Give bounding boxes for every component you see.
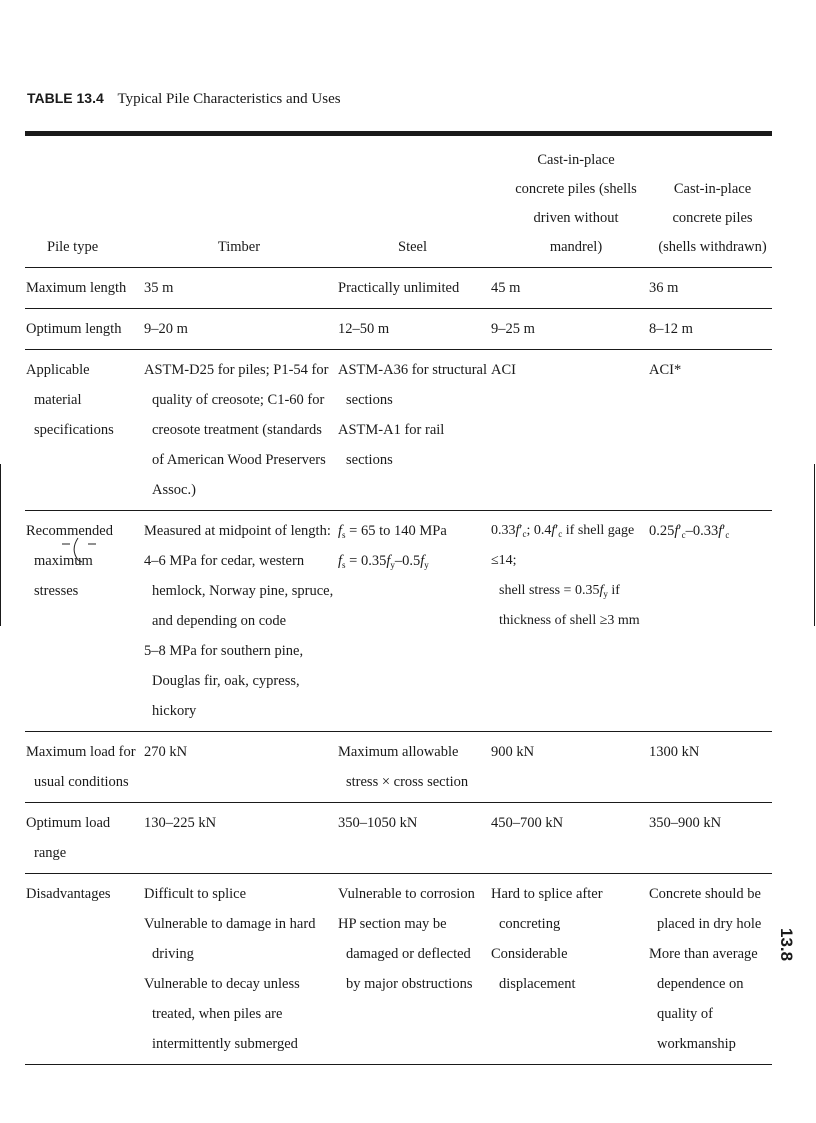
- stress-formula-1: $f_s = 65$ to 140 MPa: [338, 523, 447, 540]
- cell-text: 12–50 m: [338, 321, 390, 337]
- cell-text: Hard to splice after concreting: [491, 886, 603, 932]
- header-cip-withdrawn: Cast-in-place concrete piles (shells withdrawn): [647, 140, 772, 268]
- cell-text: Maximum allowable stress × cross section: [338, 744, 469, 790]
- table-label: TABLE 13.4: [27, 90, 104, 106]
- header-row: [25, 140, 772, 268]
- row-label-text: Optimum load range: [26, 815, 111, 861]
- cell-text: ASTM-A36 for structural sections: [338, 362, 488, 408]
- cell-cip-driven: [489, 511, 647, 732]
- cell-text: 9–20 m: [144, 321, 188, 337]
- cell-text: 5–8 MPa for southern pine, Douglas fir, oak, cypress, hickory: [144, 643, 304, 719]
- cell-text: ASTM-D25 for piles; P1-54 for quality of creosote; C1-60 for creosote treatment (standards of American Wood Preservers Assoc.): [144, 362, 329, 498]
- left-scan-line: [0, 464, 1, 626]
- row-label: Optimum length: [25, 309, 142, 350]
- cell-cip-withdrawn: [647, 309, 772, 350]
- row-label-text: Applicable material specifications: [26, 362, 114, 438]
- cell-text: 130–225 kN: [144, 815, 217, 831]
- cell-text: 9–25 m: [491, 321, 535, 337]
- cell-text: 36 m: [649, 280, 679, 296]
- cell-steel: [336, 874, 489, 1065]
- cell-text: More than average dependence on quality of workmanship: [649, 946, 758, 1052]
- stress-formula-6: $0.25f'_c-0.33f'_c$: [649, 523, 730, 540]
- cell-text: 350–1050 kN: [338, 815, 418, 831]
- pen-mark-scribble: [58, 530, 108, 570]
- table-row: [25, 803, 772, 874]
- right-scan-line: [814, 464, 815, 626]
- cell-cip-driven: [489, 309, 647, 350]
- row-label: [25, 732, 142, 803]
- cell-text: HP section may be damaged or deflected by major obstructions: [338, 916, 473, 992]
- row-label: Disadvantages: [25, 874, 142, 1065]
- table-row: [25, 874, 772, 1065]
- cell-cip-driven: [489, 350, 647, 511]
- cell-text: Vulnerable to damage in hard driving: [144, 916, 316, 962]
- cell-text: 450–700 kN: [491, 815, 564, 831]
- cell-text: Vulnerable to corrosion: [338, 886, 475, 902]
- cell-timber: [142, 803, 336, 874]
- cell-text: Concrete should be placed in dry hole: [649, 886, 762, 932]
- cell-text: 270 kN: [144, 744, 188, 760]
- cell-text: 350–900 kN: [649, 815, 722, 831]
- row-label: [25, 803, 142, 874]
- stress-formula-2: $f_s = 0.35f_y-0.5f_y$: [338, 553, 429, 570]
- cell-text: ACI: [491, 362, 516, 378]
- cell-text: Measured at midpoint of length:: [144, 523, 331, 539]
- cell-text: 900 kN: [491, 744, 535, 760]
- cell-text: 8–12 m: [649, 321, 693, 337]
- cell-timber: [142, 268, 336, 309]
- pile-characteristics-table: [25, 140, 772, 1065]
- header-cip-driven: Cast-in-place concrete piles (shells driven without mandrel): [489, 140, 647, 268]
- cell-text: 4–6 MPa for cedar, western hemlock, Norway pine, spruce, and depending on code: [144, 553, 334, 629]
- table-row: [25, 350, 772, 511]
- row-label-text: Recommended maximum stresses: [26, 523, 113, 599]
- cell-cip-driven: [489, 874, 647, 1065]
- cell-timber: [142, 350, 336, 511]
- table-title: Typical Pile Characteristics and Uses: [117, 91, 341, 107]
- header-steel: Steel: [336, 140, 489, 268]
- table-row: [25, 309, 772, 350]
- cell-steel: [336, 309, 489, 350]
- row-label-text: Maximum load for usual conditions: [26, 744, 136, 790]
- cell-timber: [142, 511, 336, 732]
- cell-text: 45 m: [491, 280, 521, 296]
- cell-text: 35 m: [144, 280, 174, 296]
- cell-timber: [142, 732, 336, 803]
- top-rule: [25, 131, 772, 136]
- cell-text: ACI*: [649, 362, 682, 378]
- row-label: [25, 350, 142, 511]
- header-pile-type: Pile type: [25, 140, 142, 268]
- cell-cip-withdrawn: [647, 350, 772, 511]
- stress-formula-4: shell stress = $0.35f_y$ if: [499, 583, 620, 599]
- cell-cip-withdrawn: [647, 268, 772, 309]
- cell-text: 1300 kN: [649, 744, 700, 760]
- cell-steel: [336, 803, 489, 874]
- stress-formula-3: $0.33f'_c$; $0.4f'_c$ if shell gage ≤14;: [491, 523, 635, 568]
- table-row: [25, 268, 772, 309]
- cell-text: Considerable displacement: [491, 946, 576, 992]
- table-row: [25, 732, 772, 803]
- cell-cip-driven: [489, 268, 647, 309]
- table-caption: [27, 90, 341, 108]
- cell-text: Difficult to splice: [144, 886, 247, 902]
- cell-cip-driven: [489, 732, 647, 803]
- cell-text: Vulnerable to decay unless treated, when piles are intermittently submerged: [144, 976, 300, 1052]
- table-row: [25, 511, 772, 732]
- cell-timber: [142, 874, 336, 1065]
- cell-timber: [142, 309, 336, 350]
- page-marker: 13.8: [777, 928, 796, 962]
- cell-text: Practically unlimited: [338, 280, 460, 296]
- row-label: Maximum length: [25, 268, 142, 309]
- cell-steel: [336, 268, 489, 309]
- cell-cip-withdrawn: [647, 511, 772, 732]
- header-timber: Timber: [142, 140, 336, 268]
- cell-cip-withdrawn: [647, 732, 772, 803]
- cell-cip-withdrawn: [647, 803, 772, 874]
- cell-text: ASTM-A1 for rail sections: [338, 422, 445, 468]
- cell-steel: [336, 732, 489, 803]
- stress-formula-5: thickness of shell ≥3 mm: [499, 613, 640, 628]
- cell-steel: [336, 511, 489, 732]
- cell-cip-driven: [489, 803, 647, 874]
- cell-cip-withdrawn: [647, 874, 772, 1065]
- cell-steel: [336, 350, 489, 511]
